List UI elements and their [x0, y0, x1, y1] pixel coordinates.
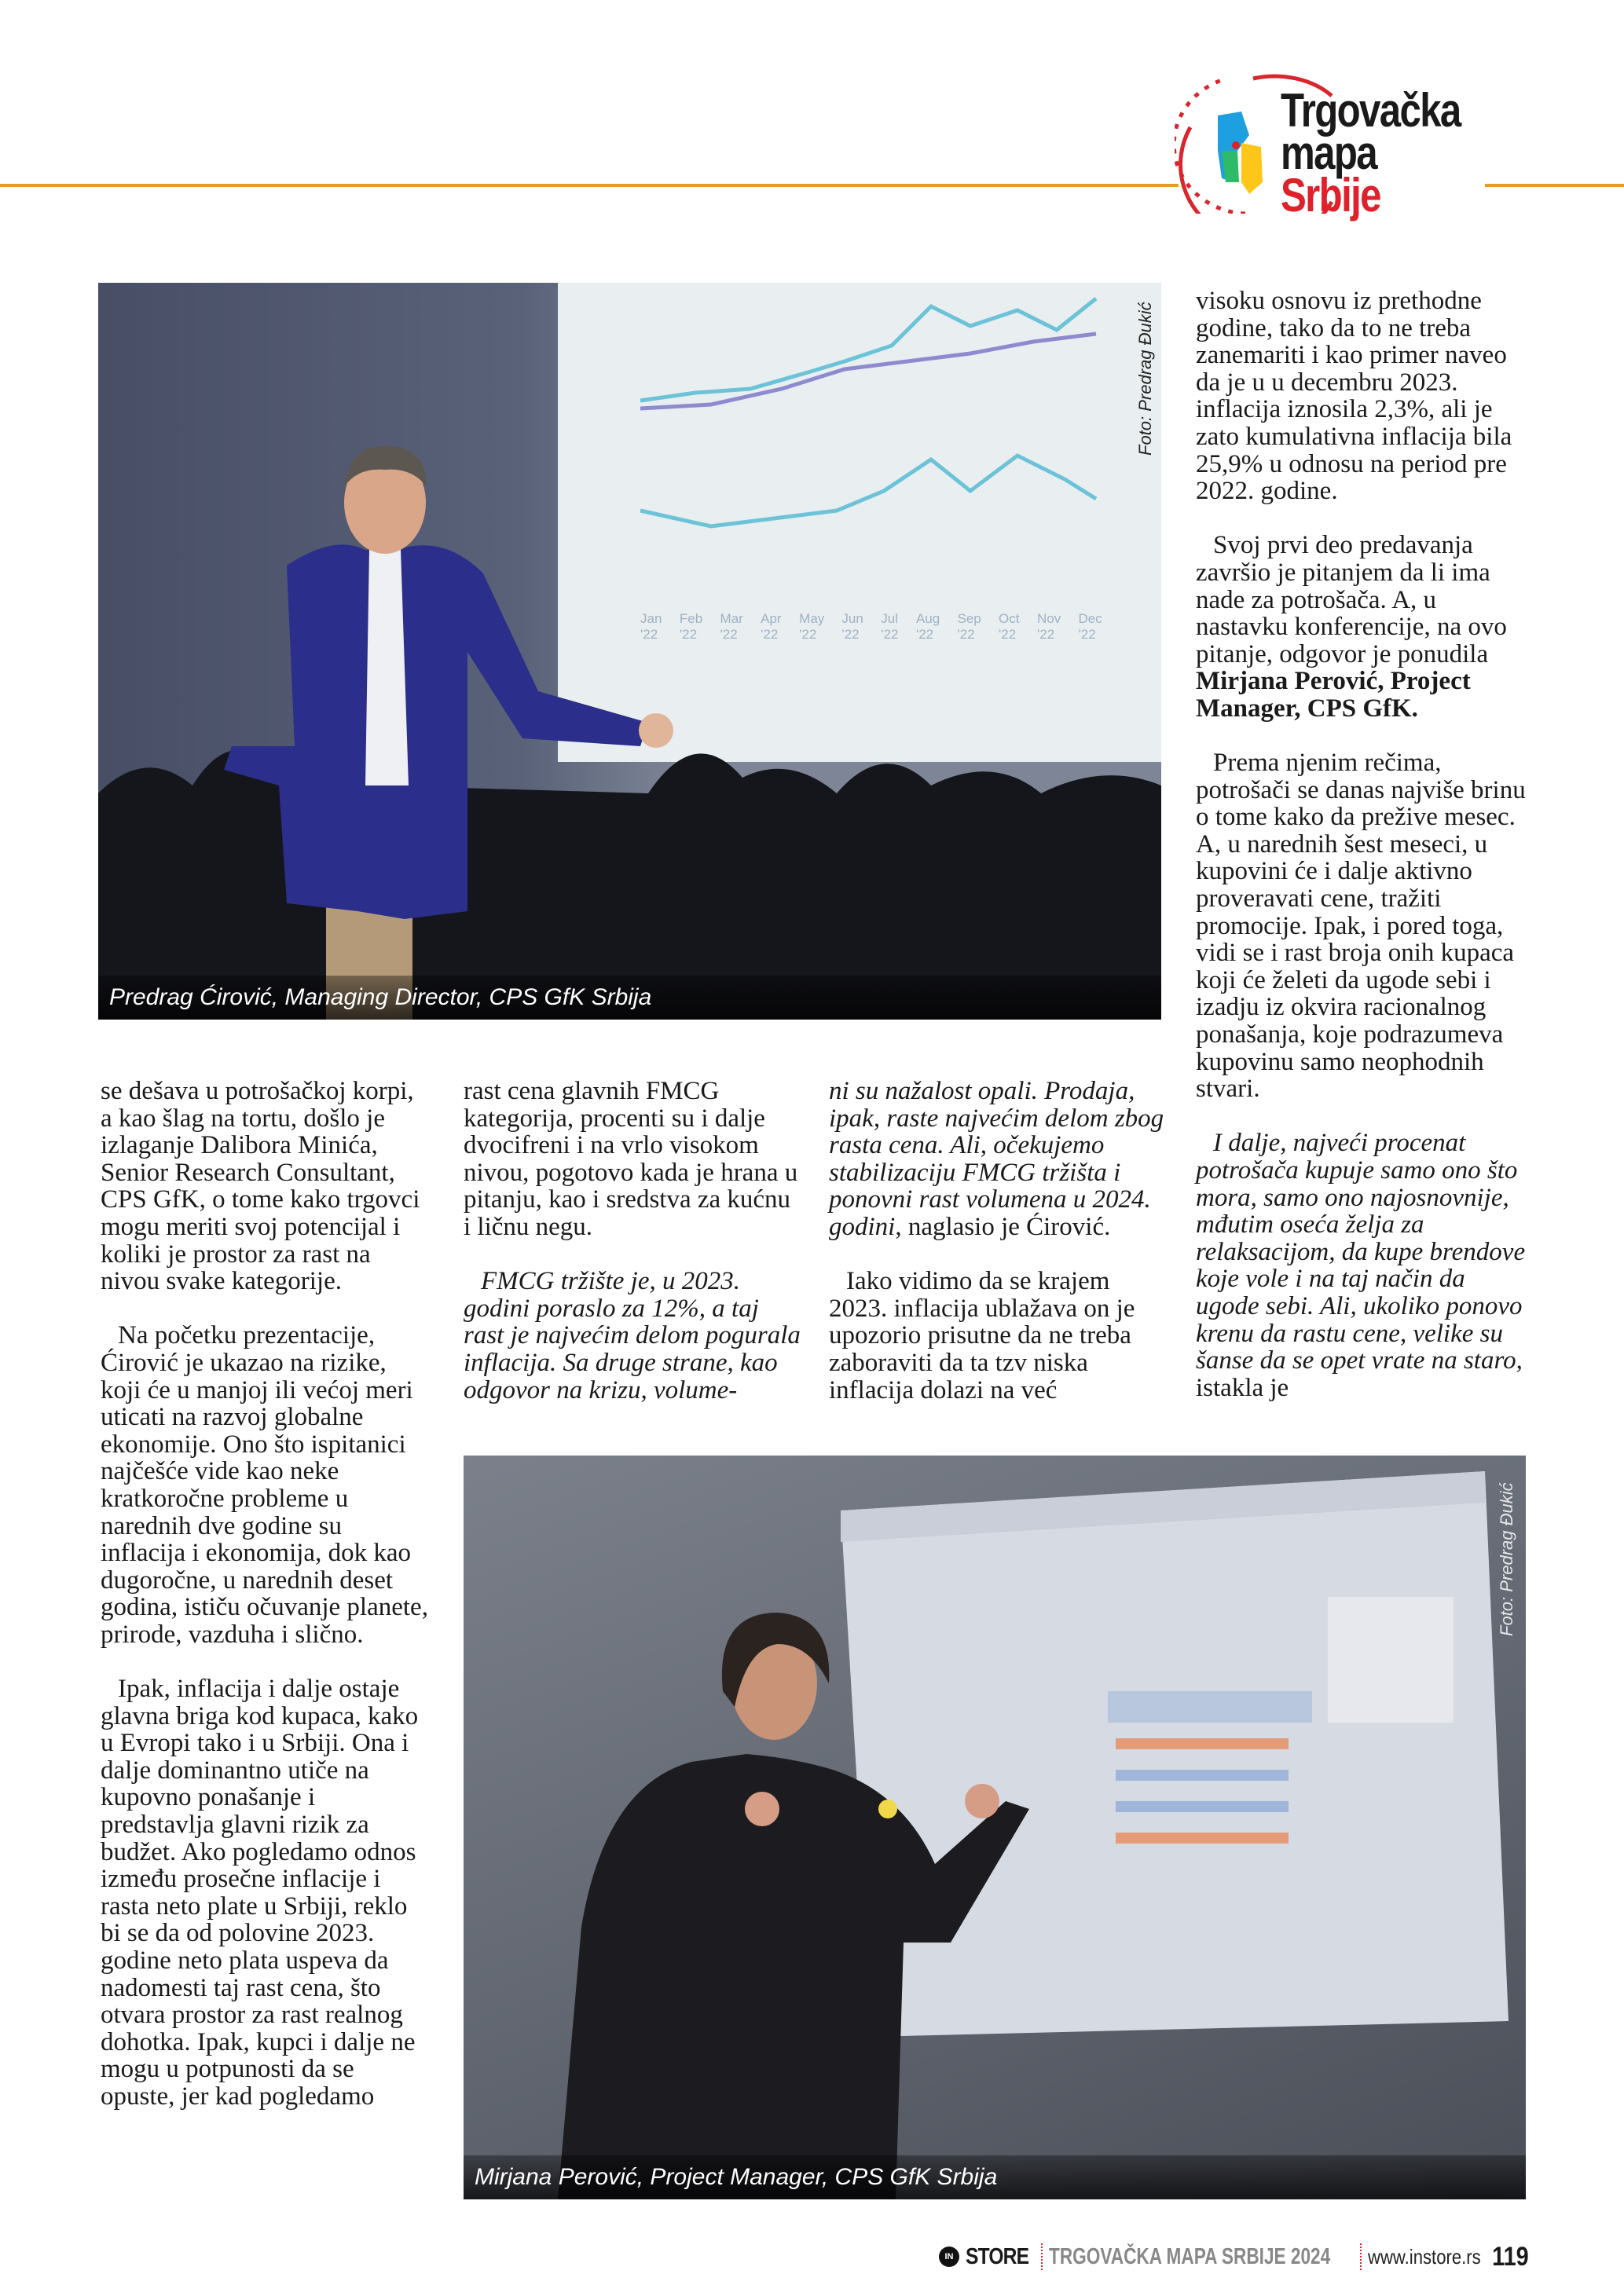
slide-month: Jul '22 [881, 611, 899, 642]
magazine-title: TRGOVAČKA MAPA SRBIJE 2024 [1049, 2243, 1331, 2269]
footer-divider [1360, 2243, 1362, 2270]
photo-credit: Foto: Predrag Đukić [1497, 1482, 1516, 1636]
page-footer [939, 2237, 1529, 2276]
photo-predrag-cirovic [98, 283, 1161, 1020]
slide-month: Dec '22 [1078, 611, 1102, 642]
article-column-right [1196, 287, 1530, 1429]
footer-divider [1041, 2243, 1043, 2270]
header-rule [0, 184, 1179, 187]
slide-month-labels [640, 611, 1120, 643]
photo-credit: Foto: Predrag Đukić [1135, 302, 1155, 456]
paragraph [829, 1078, 1167, 1241]
paragraph-text: Svoj prvi deo predavanja završio je pitanjem da li ima nade za potrošača. A, u nastavku konferencije, na ovo pitanje, odgovor je ponudila [1196, 531, 1507, 668]
slide-month: Nov '22 [1037, 611, 1061, 642]
paragraph: rast cena glavnih FMCG kategorija, procenti su i dalje dvocifreni i na vrlo visokom nivou, pogotovo kada je hrana u pitanju, kao i sredstva za kućnu i ličnu negu. [464, 1077, 798, 1241]
slide-month: Sep '22 [957, 611, 981, 642]
quote-paragraph: FMCG tržište je, u 2023. godini poraslo za 12%, a taj rast je najvećim delom pogurala inflacija. Sa druge strane, kao odgovor na krizu, volume- [464, 1267, 801, 1404]
photo-caption: Mirjana Perović, Project Manager, CPS GfK Srbija [464, 2155, 1526, 2199]
paragraph-text: istakla je [1196, 1373, 1289, 1402]
photo-mirjana-perovic [464, 1456, 1526, 2199]
paragraph: visoku osnovu iz prethodne godine, tako da to ne treba zanemariti i kao primer naveo da je u u decembru 2023. inflacija iznosila 2,3%, ali je zato kumulativna inflacija bila 25,9% u odnosu na period pre 2022. godine. [1196, 287, 1512, 506]
slide-month: Feb '22 [679, 611, 703, 642]
quote-text: I dalje, najveći procenat potrošača kupuje samo ono što mora, samo ono najosnovnije, mđutim oseća želja za relaksacijom, da kupe brendove koje vole i na taj način da ugode sebi. Ali, ukoliko ponovo krenu da rastu cene, velike su šanse da se opet vrate na staro, [1196, 1129, 1526, 1375]
slide-month: Mar '22 [720, 611, 743, 642]
article-column-2 [464, 1078, 801, 1431]
paragraph [1196, 532, 1530, 722]
trgovacka-mapa-logo [1175, 64, 1528, 222]
paragraph [1196, 1130, 1530, 1401]
paragraph: Iako vidimo da se krajem 2023. inflacija ublažava on je upozorio prisutne da ne treba zaboraviti da ta tzv niska inflacija dolazi na već [829, 1267, 1135, 1404]
page-number: 119 [1492, 2241, 1529, 2272]
article-column-1 [101, 1078, 431, 2137]
paragraph: Na početku prezentacije, Ćirović je ukazao na rizike, koji će u manjoj ili većoj meri uticati na razvoj globalne ekonomije. Ono što ispitanici najčešće vide kao neke kratkoročne probleme u narednih dve godine su inflacija i ekonomija, dok kao dugoročne, u narednih deset godina, ističu očuvanje planete, prirode, vazduha i slično. [101, 1321, 428, 1649]
instore-logo-icon: IN [939, 2247, 959, 2267]
photo-caption: Predrag Ćirović, Managing Director, CPS GfK Srbija [98, 976, 1161, 1020]
paragraph-text: , naglasio je Ćirović. [895, 1212, 1111, 1241]
slide-month: May '22 [799, 611, 825, 642]
website-link[interactable]: www.instore.rs [1367, 2244, 1481, 2269]
logo-line2-red: Srbije [1281, 169, 1380, 222]
slide-month: Aug '22 [915, 611, 940, 642]
article-column-3 [829, 1078, 1167, 1431]
slide-month: Apr '22 [761, 611, 782, 642]
paragraph: se dešava u potrošačkoj korpi, a kao šlag na tortu, došlo je izlaganje Dalibora Minića, Senior Research Consultant, CPS GfK, o tome kako trgovci mogu meriti svoj potencijal i koliki je prostor za rast na nivou svake kategorije. [101, 1077, 420, 1296]
logo-line2-black: mapa [1281, 126, 1377, 179]
paragraph: Prema njenim rečima, potrošači se danas najviše brinu o tome kako da prežive mesec. A, u narednih šest meseci, u kupovini će i dalje aktivno proveravati cene, tražiti promocije. Ipak, i pored toga, vidi se i rast broja onih kupaca koji će želeti da ugode sebi i izadju iz okvira racionalnog ponašanja, koje podrazumeva kupovinu samo neophodnih stvari. [1196, 749, 1526, 1104]
quote-text: ni su nažalost opali. Prodaja, ipak, raste najvećim delom zbog rasta cena. Ali, očekujemo stabilizaciju FMCG tržišta i ponovni rast volumena u 2024. godini [829, 1077, 1164, 1241]
brand-name: STORE [966, 2243, 1029, 2269]
slide-month: Jun '22 [841, 611, 863, 642]
slide-month: Oct '22 [999, 611, 1020, 642]
logo-line1: Trgovačka [1281, 84, 1461, 137]
photo1-scene [98, 283, 1161, 1020]
photo2-scene [464, 1456, 1526, 2199]
slide-month: Jan '22 [640, 611, 662, 642]
speaker-name: Mirjana Perović, Project Manager, CPS GfK. [1196, 667, 1471, 723]
paragraph: Ipak, inflacija i dalje ostaje glavna briga kod kupaca, kako u Evropi tako i u Srbiji. Ona i dalje dominantno utiče na kupovno ponašanje i predstavlja glavni rizik za budžet. Ako pogledamo odnos između prosečne inflacije i rasta neto plate u Srbiji, reklo bi se da od polovine 2023. godine neto plata uspeva da nadomesti taj rast cena, što otvara prostor za rast realnog dohotka. Ipak, kupci i dalje ne mogu u potpunosti da se opuste, jer kad pogledamo [101, 1675, 419, 2111]
